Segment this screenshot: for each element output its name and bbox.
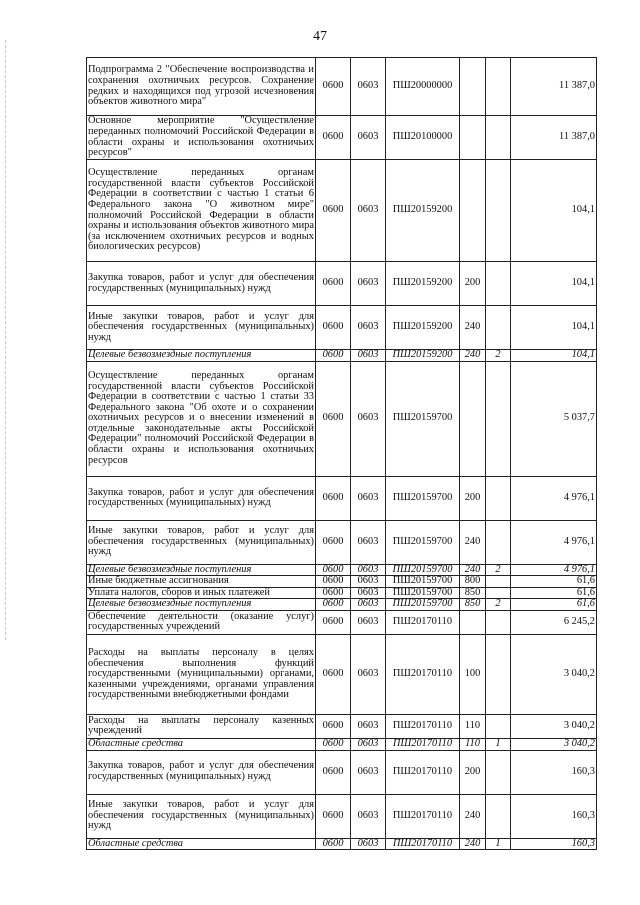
funding-source-code-cell: [486, 750, 511, 794]
funding-source-code-cell: [486, 306, 511, 350]
subsection-code-cell: 0603: [351, 738, 386, 750]
expense-type-code-cell: 110: [460, 714, 486, 738]
subsection-code-cell: 0603: [351, 750, 386, 794]
expense-type-code-cell: [460, 160, 486, 262]
amount-cell: 11 387,0: [511, 116, 597, 160]
amount-cell: 4 976,1: [511, 520, 597, 564]
expense-type-code-cell: [460, 116, 486, 160]
section-code-cell: 0600: [316, 262, 351, 306]
subsection-code-cell: 0603: [351, 160, 386, 262]
row-name-cell: Иные бюджетные ассигнования: [87, 576, 316, 588]
amount-cell: 5 037,7: [511, 361, 597, 476]
subsection-code-cell: 0603: [351, 634, 386, 714]
row-name-cell: Иные закупки товаров, работ и услуг для обеспечения государственных (муниципальных) нужд: [87, 520, 316, 564]
table-row: [87, 576, 597, 588]
row-name-cell: Закупка товаров, работ и услуг для обеспечения государственных (муниципальных) нужд: [87, 476, 316, 520]
expense-type-code-cell: 200: [460, 262, 486, 306]
amount-cell: 11 387,0: [511, 58, 597, 116]
funding-source-code-cell: [486, 361, 511, 476]
row-name-cell: Закупка товаров, работ и услуг для обеспечения государственных (муниципальных) нужд: [87, 262, 316, 306]
target-article-code-cell: ПШ20159700: [386, 520, 460, 564]
subsection-code-cell: 0603: [351, 714, 386, 738]
expense-type-code-cell: 100: [460, 634, 486, 714]
expense-type-code-cell: 240: [460, 838, 486, 850]
target-article-code-cell: ПШ20159200: [386, 306, 460, 350]
table-row: [87, 738, 597, 750]
section-code-cell: 0600: [316, 520, 351, 564]
row-name-cell: Целевые безвозмездные поступления: [87, 564, 316, 576]
table-row: [87, 634, 597, 714]
target-article-code-cell: ПШ20170110: [386, 838, 460, 850]
section-code-cell: 0600: [316, 564, 351, 576]
row-name-cell: Осуществление переданных органам государственной власти субъектов Российской Федерации в соответствии с частью 1 статьи 6 Федерального закона "О животном мире" полномочий Российской Федерации в области охраны и использования объектов животного мира (за исключением охотничьих ресурсов и водных биологических ресурсов): [87, 160, 316, 262]
section-code-cell: 0600: [316, 116, 351, 160]
table-row: [87, 476, 597, 520]
target-article-code-cell: ПШ20159700: [386, 361, 460, 476]
amount-cell: 3 040,2: [511, 634, 597, 714]
table-row: [87, 838, 597, 850]
amount-cell: 3 040,2: [511, 714, 597, 738]
expense-type-code-cell: [460, 58, 486, 116]
subsection-code-cell: 0603: [351, 599, 386, 611]
amount-cell: 4 976,1: [511, 476, 597, 520]
target-article-code-cell: ПШ20159700: [386, 587, 460, 599]
subsection-code-cell: 0603: [351, 838, 386, 850]
funding-source-code-cell: [486, 794, 511, 838]
subsection-code-cell: 0603: [351, 361, 386, 476]
section-code-cell: 0600: [316, 794, 351, 838]
funding-source-code-cell: [486, 576, 511, 588]
amount-cell: 104,1: [511, 262, 597, 306]
target-article-code-cell: ПШ20159700: [386, 599, 460, 611]
funding-source-code-cell: 2: [486, 350, 511, 362]
funding-source-code-cell: 1: [486, 738, 511, 750]
row-name-cell: Основное мероприятие "Осуществление переданных полномочий Российской Федерации в области охраны и использования охотничьих ресурсов": [88, 115, 314, 159]
section-code-cell: 0600: [316, 587, 351, 599]
expense-type-code-cell: 800: [460, 576, 486, 588]
table-row: [87, 520, 597, 564]
table-row: [87, 262, 597, 306]
page-number: 47: [313, 29, 327, 44]
budget-table: [86, 57, 597, 850]
amount-cell: 4 976,1: [511, 564, 597, 576]
subsection-code-cell: 0603: [351, 587, 386, 599]
amount-cell: 61,6: [511, 576, 597, 588]
section-code-cell: 0600: [316, 750, 351, 794]
section-code-cell: 0600: [316, 361, 351, 476]
row-name-cell: Целевые безвозмездные поступления: [87, 350, 316, 362]
funding-source-code-cell: [486, 476, 511, 520]
subsection-code-cell: 0603: [351, 58, 386, 116]
funding-source-code-cell: [486, 262, 511, 306]
expense-type-code-cell: 240: [460, 520, 486, 564]
expense-type-code-cell: 200: [460, 476, 486, 520]
table-row: [87, 361, 597, 476]
target-article-code-cell: ПШ20170110: [386, 634, 460, 714]
row-name-cell: Иные закупки товаров, работ и услуг для обеспечения государственных (муниципальных) нужд: [87, 794, 316, 838]
amount-cell: 61,6: [511, 599, 597, 611]
section-code-cell: 0600: [316, 738, 351, 750]
row-name-cell: Областные средства: [87, 838, 316, 850]
subsection-code-cell: 0603: [351, 476, 386, 520]
table-row: [87, 610, 597, 634]
table-row: [87, 350, 597, 362]
amount-cell: 104,1: [511, 306, 597, 350]
funding-source-code-cell: [486, 160, 511, 262]
row-name-cell: Уплата налогов, сборов и иных платежей: [87, 587, 316, 599]
row-name-cell: Подпрограмма 2 "Обеспечение воспроизводства и сохранения охотничьих ресурсов. Сохранение редких и находящихся под угрозой исчезновения объектов животного мира": [87, 58, 316, 116]
funding-source-code-cell: [486, 520, 511, 564]
amount-cell: 160,3: [511, 838, 597, 850]
table-row: [87, 587, 597, 599]
subsection-code-cell: 0603: [351, 576, 386, 588]
table-row: [87, 160, 597, 262]
section-code-cell: 0600: [316, 599, 351, 611]
budget-table-body: [87, 58, 597, 850]
expense-type-code-cell: 240: [460, 794, 486, 838]
subsection-code-cell: 0603: [351, 262, 386, 306]
target-article-code-cell: ПШ20170110: [386, 794, 460, 838]
amount-cell: 104,1: [511, 160, 597, 262]
target-article-code-cell: ПШ20170110: [386, 738, 460, 750]
subsection-code-cell: 0603: [351, 350, 386, 362]
subsection-code-cell: 0603: [351, 306, 386, 350]
amount-cell: 104,1: [511, 350, 597, 362]
row-name-cell: Расходы на выплаты персоналу в целях обеспечения выполнения функций государственными (муниципальными) органами, казенными учреждениями, органами управления государственными внебюджетными фондами: [87, 634, 316, 714]
funding-source-code-cell: [486, 714, 511, 738]
funding-source-code-cell: [486, 634, 511, 714]
funding-source-code-cell: [486, 610, 511, 634]
expense-type-code-cell: 110: [460, 738, 486, 750]
target-article-code-cell: ПШ20170110: [386, 610, 460, 634]
expense-type-code-cell: 240: [460, 564, 486, 576]
section-code-cell: 0600: [316, 714, 351, 738]
target-article-code-cell: ПШ20159200: [386, 160, 460, 262]
expense-type-code-cell: 850: [460, 599, 486, 611]
amount-cell: 6 245,2: [511, 610, 597, 634]
target-article-code-cell: ПШ20170110: [386, 750, 460, 794]
target-article-code-cell: ПШ20159700: [386, 476, 460, 520]
section-code-cell: 0600: [316, 838, 351, 850]
table-row: [87, 599, 597, 611]
table-row: [87, 306, 597, 350]
target-article-code-cell: ПШ20170110: [386, 714, 460, 738]
table-row: [87, 58, 597, 116]
subsection-code-cell: 0603: [351, 520, 386, 564]
section-code-cell: 0600: [316, 576, 351, 588]
binding-margin-line: [5, 40, 6, 640]
row-name-cell: Расходы на выплаты персоналу казенных учреждений: [88, 714, 314, 737]
amount-cell: 160,3: [511, 750, 597, 794]
target-article-code-cell: ПШ20159200: [386, 350, 460, 362]
section-code-cell: 0600: [316, 306, 351, 350]
row-name-cell: Иные закупки товаров, работ и услуг для обеспечения государственных (муниципальных) нужд: [87, 306, 316, 350]
table-row: [87, 750, 597, 794]
expense-type-code-cell: 240: [460, 350, 486, 362]
funding-source-code-cell: [486, 116, 511, 160]
table-row: [87, 564, 597, 576]
section-code-cell: 0600: [316, 58, 351, 116]
amount-cell: 160,3: [511, 794, 597, 838]
table-row: [87, 794, 597, 838]
expense-type-code-cell: [460, 610, 486, 634]
subsection-code-cell: 0603: [351, 116, 386, 160]
expense-type-code-cell: 240: [460, 306, 486, 350]
expense-type-code-cell: 850: [460, 587, 486, 599]
expense-type-code-cell: [460, 361, 486, 476]
row-name-cell: Закупка товаров, работ и услуг для обеспечения государственных (муниципальных) нужд: [87, 750, 316, 794]
table-row: [87, 714, 597, 738]
section-code-cell: 0600: [316, 160, 351, 262]
subsection-code-cell: 0603: [351, 564, 386, 576]
target-article-code-cell: ПШ20159700: [386, 576, 460, 588]
target-article-code-cell: ПШ20100000: [386, 116, 460, 160]
row-name-cell: Осуществление переданных органам государственной власти субъектов Российской Федерации в соответствии с частью 1 статьи 33 Федерального закона "Об охоте и о сохранении охотничьих ресурсов и о внесении изменений в отдельные законодательные акты Российской Федерации" полномочий Российской Федерации в области охраны и использования охотничьих ресурсов: [87, 361, 316, 476]
section-code-cell: 0600: [316, 350, 351, 362]
section-code-cell: 0600: [316, 610, 351, 634]
target-article-code-cell: ПШ20000000: [386, 58, 460, 116]
subsection-code-cell: 0603: [351, 794, 386, 838]
amount-cell: 61,6: [511, 587, 597, 599]
funding-source-code-cell: 2: [486, 599, 511, 611]
target-article-code-cell: ПШ20159700: [386, 564, 460, 576]
expense-type-code-cell: 200: [460, 750, 486, 794]
section-code-cell: 0600: [316, 634, 351, 714]
target-article-code-cell: ПШ20159200: [386, 262, 460, 306]
row-name-cell: Областные средства: [87, 738, 316, 750]
funding-source-code-cell: 2: [486, 564, 511, 576]
amount-cell: 3 040,2: [511, 738, 597, 750]
funding-source-code-cell: [486, 587, 511, 599]
table-row: [87, 116, 597, 160]
funding-source-code-cell: [486, 58, 511, 116]
section-code-cell: 0600: [316, 476, 351, 520]
row-name-cell: Целевые безвозмездные поступления: [87, 599, 316, 611]
funding-source-code-cell: 1: [486, 838, 511, 850]
row-name-cell: Обеспечение деятельности (оказание услуг) государственных учреждений: [88, 610, 314, 633]
subsection-code-cell: 0603: [351, 610, 386, 634]
